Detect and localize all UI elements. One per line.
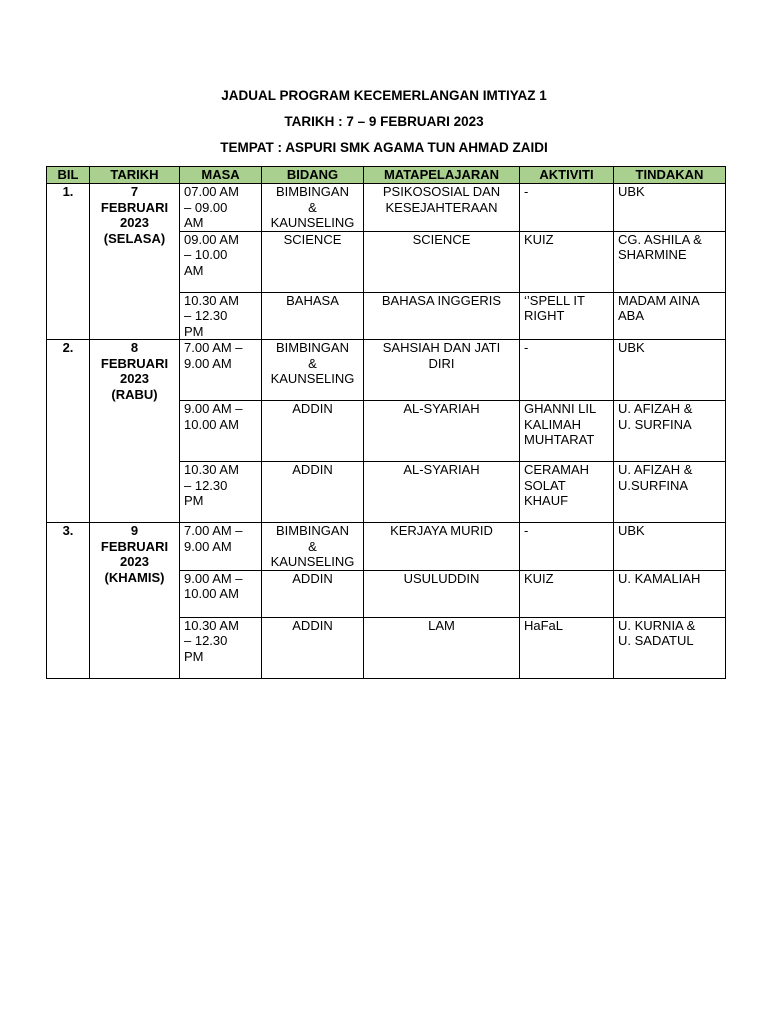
tindakan-cell: U. AFIZAH & U. SURFINA [614,401,726,462]
header-masa: MASA [180,167,262,184]
masa-cell: 9.00 AM – 10.00 AM [180,570,262,617]
bidang-cell: ADDIN [262,617,364,678]
table-row [47,523,726,571]
masa-cell: 10.30 AM – 12.30 PM [180,292,262,340]
header-bidang: BIDANG [262,167,364,184]
masa-cell: 07.00 AM – 09.00 AM [180,184,262,232]
matapelajaran-cell: KERJAYA MURID [364,523,520,571]
matapelajaran-cell: USULUDDIN [364,570,520,617]
tarikh-cell: 8 FEBRUARI 2023 (RABU) [90,340,180,523]
aktiviti-cell: - [520,340,614,401]
aktiviti-cell: - [520,523,614,571]
document-venue-line: TEMPAT : ASPURI SMK AGAMA TUN AHMAD ZAIDI [220,140,548,155]
bil-cell: 2. [47,340,90,523]
bidang-cell: BIMBINGAN & KAUNSELING [262,340,364,401]
masa-cell: 7.00 AM – 9.00 AM [180,340,262,401]
bidang-cell: ADDIN [262,401,364,462]
header-tarikh: TARIKH [90,167,180,184]
bidang-cell: BAHASA [262,292,364,340]
table-row [47,340,726,401]
tarikh-cell: 9 FEBRUARI 2023 (KHAMIS) [90,523,180,679]
table-header-row [47,167,726,184]
tindakan-cell: UBK [614,523,726,571]
matapelajaran-cell: BAHASA INGGERIS [364,292,520,340]
tindakan-cell: U. KAMALIAH [614,570,726,617]
tarikh-cell: 7 FEBRUARI 2023 (SELASA) [90,184,180,340]
masa-cell: 10.30 AM – 12.30 PM [180,617,262,678]
bidang-cell: SCIENCE [262,231,364,292]
aktiviti-cell: HaFaL [520,617,614,678]
tindakan-cell: CG. ASHILA & SHARMINE [614,231,726,292]
bidang-cell: ADDIN [262,462,364,523]
header-aktiviti: AKTIVITI [520,167,614,184]
tindakan-cell: UBK [614,340,726,401]
aktiviti-cell: - [520,184,614,232]
masa-cell: 09.00 AM – 10.00 AM [180,231,262,292]
matapelajaran-cell: LAM [364,617,520,678]
matapelajaran-cell: SCIENCE [364,231,520,292]
bil-cell: 1. [47,184,90,340]
tindakan-cell: U. KURNIA & U. SADATUL [614,617,726,678]
masa-cell: 10.30 AM – 12.30 PM [180,462,262,523]
tindakan-cell: MADAM AINA ABA [614,292,726,340]
table-row [47,184,726,232]
aktiviti-cell: ‘’SPELL IT RIGHT [520,292,614,340]
bidang-cell: ADDIN [262,570,364,617]
tindakan-cell: UBK [614,184,726,232]
matapelajaran-cell: SAHSIAH DAN JATI DIRI [364,340,520,401]
bidang-cell: BIMBINGAN & KAUNSELING [262,184,364,232]
tindakan-cell: U. AFIZAH & U.SURFINA [614,462,726,523]
bil-cell: 3. [47,523,90,679]
schedule-table [46,166,726,679]
header-tindakan: TINDAKAN [614,167,726,184]
matapelajaran-cell: PSIKOSOSIAL DAN KESEJAHTERAAN [364,184,520,232]
aktiviti-cell: CERAMAH SOLAT KHAUF [520,462,614,523]
aktiviti-cell: KUIZ [520,231,614,292]
matapelajaran-cell: AL-SYARIAH [364,401,520,462]
header-matapelajaran: MATAPELAJARAN [364,167,520,184]
aktiviti-cell: GHANNI LIL KALIMAH MUHTARAT [520,401,614,462]
masa-cell: 9.00 AM – 10.00 AM [180,401,262,462]
masa-cell: 7.00 AM – 9.00 AM [180,523,262,571]
header-bil: BIL [47,167,90,184]
bidang-cell: BIMBINGAN & KAUNSELING [262,523,364,571]
matapelajaran-cell: AL-SYARIAH [364,462,520,523]
document-date-line: TARIKH : 7 – 9 FEBRUARI 2023 [284,114,484,129]
document-title: JADUAL PROGRAM KECEMERLANGAN IMTIYAZ 1 [221,88,547,103]
aktiviti-cell: KUIZ [520,570,614,617]
